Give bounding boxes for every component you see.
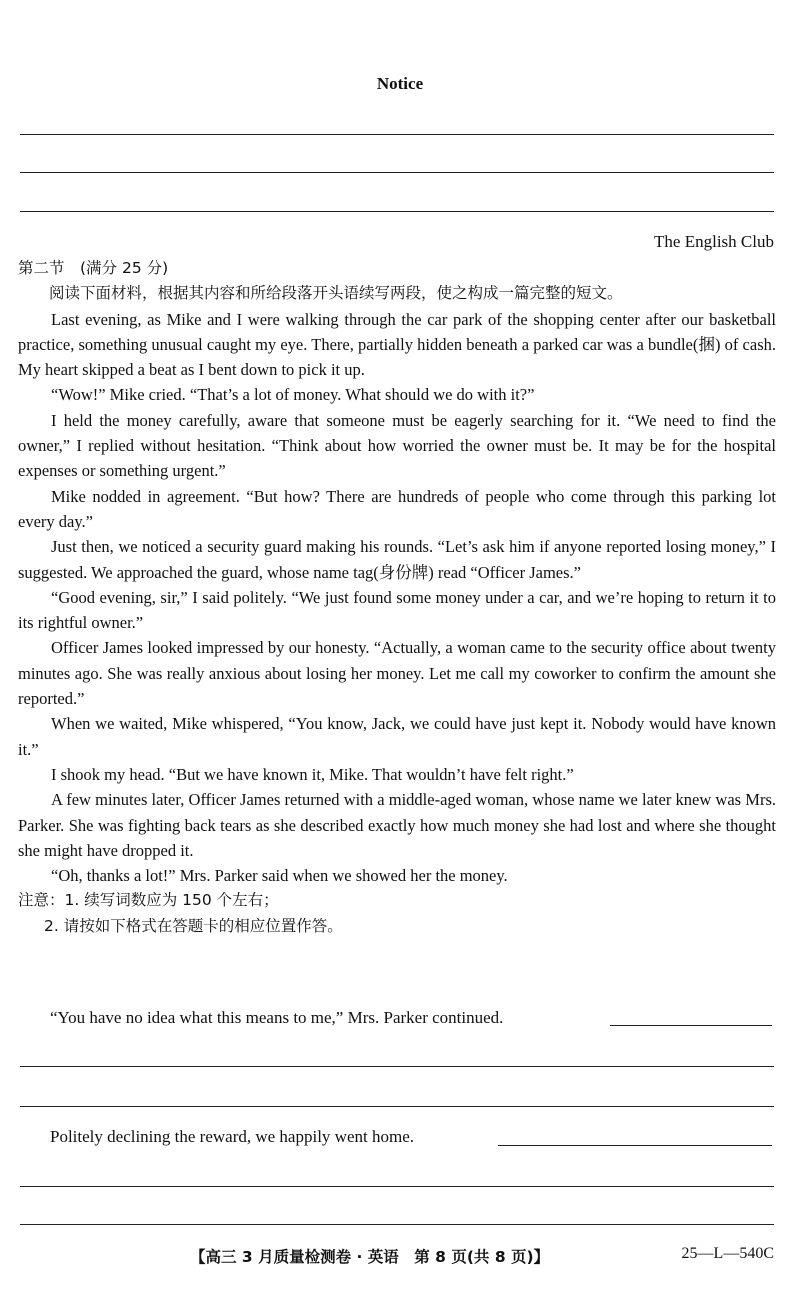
section-instruction: 阅读下面材料，根据其内容和所给段落开头语续写两段，使之构成一篇完整的短文。	[49, 284, 623, 303]
continuation-prompt-2: Politely declining the reward, we happily went home.	[50, 1127, 414, 1146]
story-paragraph: Mike nodded in agreement. “But how? There are hundreds of people who come through this parking lot every day.”	[18, 486, 776, 531]
notice-signature: The English Club	[654, 232, 774, 251]
answer-line-2[interactable]	[20, 1106, 774, 1107]
story-paragraph: Officer James looked impressed by our honesty. “Actually, a woman came to the security office about twenty minutes ago. She was really anxious about losing her money. Let me call my coworker to confirm the amount she reported.”	[18, 638, 776, 709]
answer-blank-inline-2[interactable]	[498, 1145, 772, 1146]
note-word-count: 注意：1. 续写词数应为 150 个左右；	[18, 891, 279, 910]
story-paragraph: I shook my head. “But we have known it, Mike. That wouldn’t have felt right.”	[51, 764, 574, 784]
notice-title: Notice	[376, 74, 424, 93]
section-heading: 第二节 (满分 25 分)	[18, 259, 169, 277]
story-paragraph: Just then, we noticed a security guard making his rounds. “Let’s ask him if anyone reported losing money,” I suggested. We approached the guard, whose name tag(身份牌) read “Officer James.”	[18, 537, 776, 582]
story-paragraph: “Good evening, sir,” I said politely. “We just found some money under a car, and we’re hoping to return it to its rightful owner.”	[18, 587, 776, 633]
story-paragraph: “Oh, thanks a lot!” Mrs. Parker said when we showed her the money.	[51, 866, 508, 886]
continuation-prompt-1: “You have no idea what this means to me,” Mrs. Parker continued.	[50, 1008, 504, 1027]
story-paragraph: Last evening, as Mike and I were walking through the car park of the shopping center after our basketball practice, something unusual caught my eye. There, partially hidden beneath a parked car was a bundle(捆) of cash. My heart skipped a beat as I bent down to pick it up.	[18, 309, 776, 380]
reading-material	[18, 256, 776, 939]
notice-writing-line-3	[20, 211, 774, 212]
story-paragraph: “Wow!” Mike cried. “That’s a lot of money. What should we do with it?”	[51, 385, 535, 405]
note-answer-format: 2. 请按如下格式在答题卡的相应位置作答。	[44, 916, 343, 935]
page-footer-title: 【高三 3 月质量检测卷 · 英语 第 8 页(共 8 页)】	[190, 1248, 550, 1266]
answer-line-1[interactable]	[20, 1066, 774, 1067]
notice-writing-line-1	[20, 134, 774, 135]
answer-blank-inline-1[interactable]	[610, 1025, 772, 1026]
answer-line-4[interactable]	[20, 1224, 774, 1225]
notice-writing-line-2	[20, 172, 774, 173]
page-footer-code: 25—L—540C	[681, 1245, 774, 1262]
story-paragraph: When we waited, Mike whispered, “You know, Jack, we could have just kept it. Nobody would have known it.”	[18, 714, 776, 759]
story-paragraph: A few minutes later, Officer James returned with a middle-aged woman, whose name we later knew was Mrs. Parker. She was fighting back tears as she described exactly how much money she had lost and where she thought she might have dropped it.	[18, 790, 776, 860]
answer-line-3[interactable]	[20, 1186, 774, 1187]
story-paragraph: I held the money carefully, aware that someone must be eagerly searching for it. “We need to find the owner,” I replied without hesitation. “Think about how worried the owner must be. It may be for the hospital expenses or something urgent.”	[18, 410, 776, 481]
